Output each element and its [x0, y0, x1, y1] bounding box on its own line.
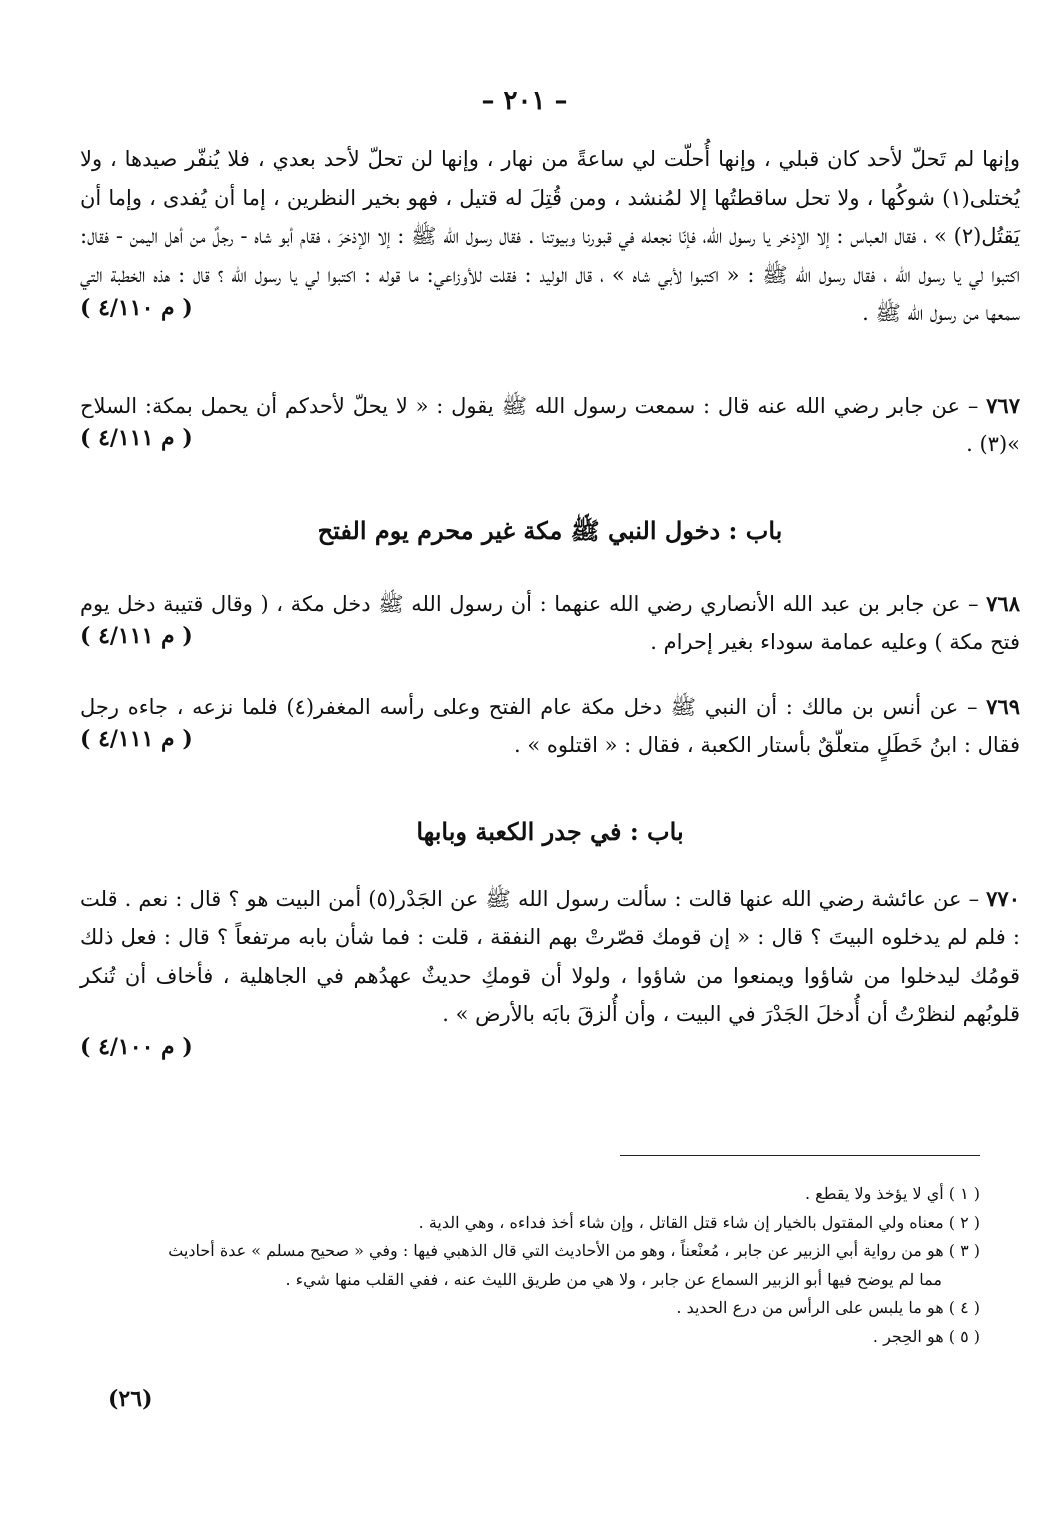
footnotes	[80, 1180, 980, 1351]
hadith-770	[80, 880, 1020, 1070]
reference: ( م ٤/١١١ )	[80, 622, 193, 649]
hadith-number: ٧٧٠	[986, 885, 1020, 911]
reference: ( م ٤/١١١ )	[80, 725, 193, 752]
hadith-767	[80, 387, 1020, 464]
hadith-text: – عن جابر بن عبد الله الأنصاري رضي الله عنهما : أن رسول الله ﷺ دخل مكة ، ( وقال قتيبة دخل يوم فتح مكة ) وعليه عمامة سوداء بغير إحرام .	[80, 591, 1020, 654]
footnote-divider	[620, 1155, 980, 1156]
reference-row	[80, 1034, 1020, 1070]
paragraph-text	[80, 387, 1020, 464]
paragraph-text: وإنها لم تَحلّ لأحد كان قبلي ، وإنها أُحلّت لي ساعةً من نهار ، وإنها لن تحلّ لأحد بعدي ، فلا يُنفّر صيدها ، ولا يُختلى(١) شوكُها ، ولا تحل ساقطتُها إلا لمُنشد ، ومن قُتِلَ له قتيل ، فهو بخير النظرين ، إما أن يُفدى ، وإما أن يَقتُل(٢) » ، فقال العباس : إلا الإذخر يا رسول الله، فإنّا نجعله في قبورنا وبيوتنا . فقال رسول الله ﷺ : إلا الإذخرَ ، فقام أبو شاه - رجلٌ من أهل اليمن - فقال: اكتبوا لي يا رسول الله ، فقال رسول الله ﷺ : « اكتبوا لأبي شاه » ، قال الوليد : فقلت للأوزاعي: ما قوله : اكتبوا لي يا رسول الله ؟ قال : هذه الخطبة التي سمعها من رسول الله ﷺ .	[80, 147, 1020, 325]
footnote-4: ( ٤ ) هو ما يلبس على الرأس من درع الحديد .	[676, 1298, 980, 1317]
page-number: – ٢٠١ –	[481, 86, 568, 116]
footnote-3: ( ٣ ) هو من رواية أبي الزبير عن جابر ، مُعنْعناً ، وهو من الأحاديث التي قال الذهبي فيها : وفي « صحيح مسلم » عدة أحاديث	[168, 1241, 980, 1260]
hadith-number: ٧٦٨	[986, 590, 1020, 616]
hadith-number: ٧٦٧	[986, 392, 1020, 418]
hadith-766-continuation	[80, 140, 1020, 369]
chapter-heading-2: باب : في جدر الكعبة وبابها	[416, 816, 684, 846]
hadith-text: – عن جابر رضي الله عنه قال : سمعت رسول الله ﷺ يقول : « لا يحلّ لأحدكم أن يحمل بمكة: السلاح »(٣) .	[80, 393, 1020, 456]
main-text	[80, 140, 1020, 1070]
reference: ( م ٤/١١١ )	[80, 424, 193, 451]
footnote-1: ( ١ ) أي لا يؤخذ ولا يقطع .	[805, 1184, 980, 1203]
hadith-text: – عن عائشة رضي الله عنها قالت : سألت رسول الله ﷺ عن الجَدْر(٥) أمن البيت هو ؟ قال : نعم . قلت : فلم لم يدخلوه البيتَ ؟ قال : « إن قومك قصّرتْ بهم النفقة ، قلت : فما شأن بابه مرتفعاً ؟ قال : فعل ذلك قومُك ليدخلوا من شاؤوا ويمنعوا من شاؤوا ، ولولا أن قومكِ حديثٌ عهدُهم في الجاهلية ، فأخاف أن تُنكر قلوبُهم لنظرْتُ أن أُدخلَ الجَدْرَ في البيت ، وأن أُلزقَ بابَه بالأرض » .	[80, 886, 1020, 1026]
hadith-769	[80, 688, 1020, 765]
reference-row	[80, 294, 1020, 369]
hadith-text: – عن أنس بن مالك : أن النبي ﷺ دخل مكة عام الفتح وعلى رأسه المغفر(٤) فلما نزعه ، جاءه رجل فقال : ابنُ خَطَلٍ متعلّقٌ بأستار الكعبة ، فقال : « اقتلوه » .	[80, 694, 1020, 757]
paragraph-text	[80, 585, 1020, 662]
chapter-heading-1: باب : دخول النبي ﷺ مكة غير محرم يوم الفتح	[317, 515, 783, 545]
reference: ( م ٤/١١٠ )	[80, 294, 193, 321]
footnote-3-continued: مما لم يوضح فيها أبو الزبير السماع عن جابر ، ولا هي من طريق الليث عنه ، ففي القلب منها شيء .	[285, 1269, 942, 1289]
footnote-5: ( ٥ ) هو الحِجر .	[872, 1326, 980, 1346]
paragraph-text	[80, 688, 1020, 765]
signature-mark: (٢٦)	[108, 1386, 153, 1412]
paragraph-text	[80, 880, 1020, 1034]
footnote-2: ( ٢ ) معناه ولي المقتول بالخيار إن شاء قتل القاتل ، وإن شاء أخذ فداءه ، وهي الدية .	[418, 1212, 980, 1232]
hadith-number: ٧٦٩	[986, 693, 1021, 719]
hadith-768	[80, 585, 1020, 662]
reference: ( م ٤/١٠٠ )	[80, 1033, 193, 1060]
